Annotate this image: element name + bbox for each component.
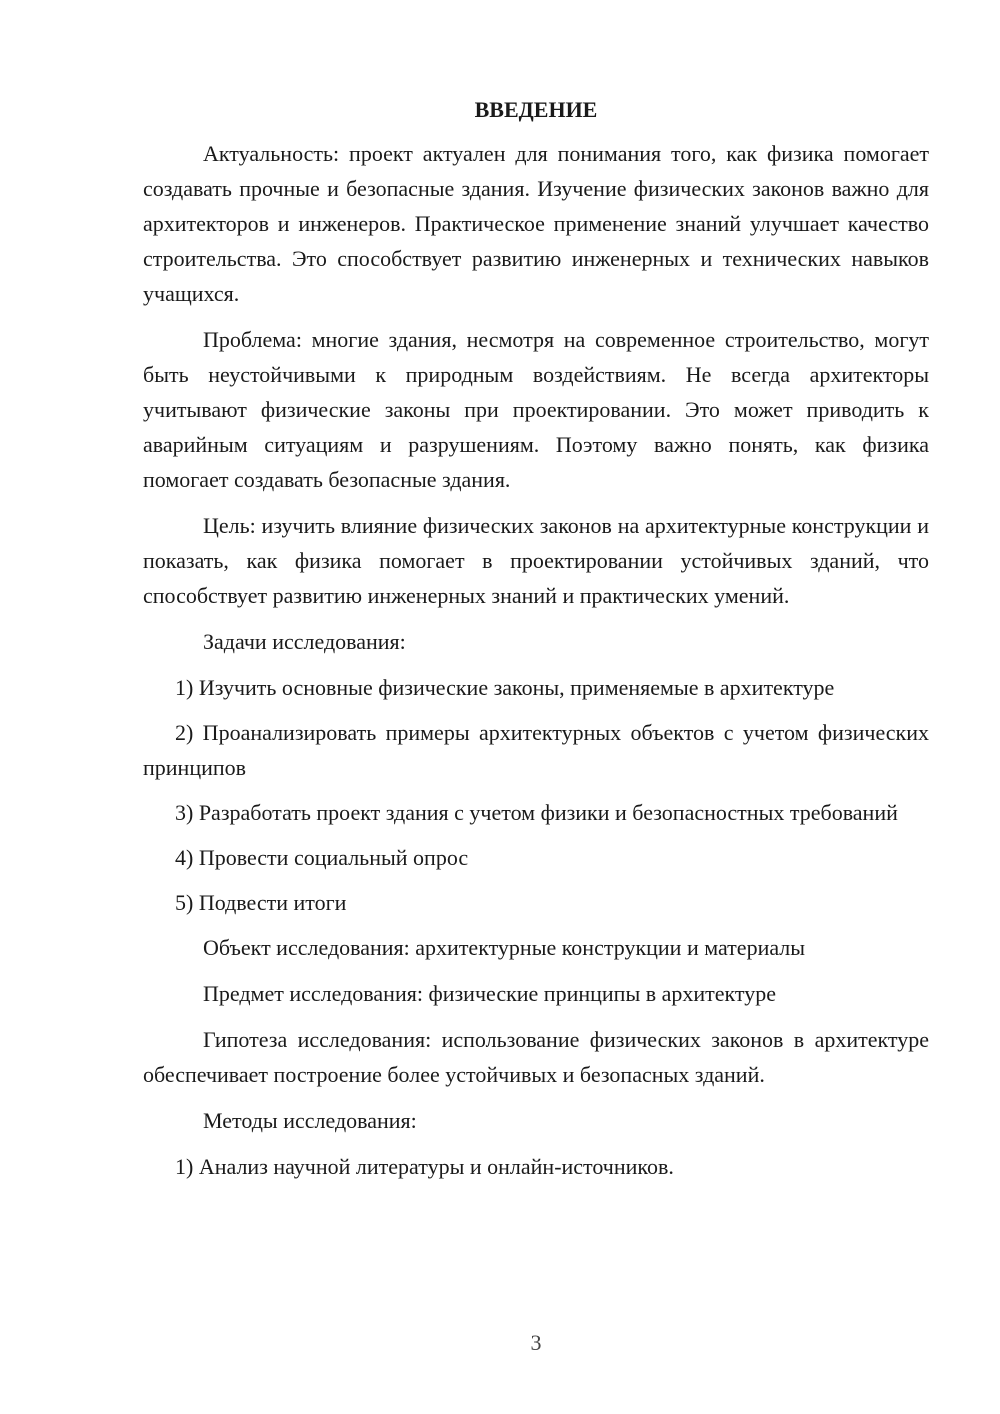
problem-paragraph: Проблема: многие здания, несмотря на современное строительство, могут быть неустойчивыми к природным воздействиям. Не всегда архитекторы учитывают физические законы при проектировании. Это может приводить к аварийным ситуациям и разрушениям. Поэтому важно понять, как физика помогает создавать безопасные здания. [143,327,929,492]
task-item-2: 2) Проанализировать примеры архитектурных объектов с учетом физических принципов [143,720,929,780]
task-item-1: 1) Изучить основные физические законы, применяемые в архитектуре [175,675,835,700]
method-item-1: 1) Анализ научной литературы и онлайн-источников. [175,1154,674,1179]
hypothesis-paragraph: Гипотеза исследования: использование физических законов в архитектуре обеспечивает построение более устойчивых и безопасных зданий. [143,1027,929,1087]
task-item-4: 4) Провести социальный опрос [175,845,469,870]
page-heading: ВВЕДЕНИЕ [474,97,598,122]
task-item-3: 3) Разработать проект здания с учетом физики и безопасностных требований [175,800,898,825]
task-item-5: 5) Подвести итоги [175,890,347,915]
methods-heading: Методы исследования: [203,1108,417,1133]
relevance-paragraph: Актуальность: проект актуален для понимания того, как физика помогает создавать прочные и безопасные здания. Изучение физических законов важно для архитекторов и инженеров. Практическое применение знаний улучшает качество строительства. Это способствует развитию инженерных и технических навыков учащихся. [143,141,929,306]
tasks-heading: Задачи исследования: [203,629,406,654]
research-object: Объект исследования: архитектурные конструкции и материалы [203,935,806,960]
document-page [143,92,929,1194]
page-number: 3 [530,1330,542,1355]
research-subject: Предмет исследования: физические принципы в архитектуре [203,981,777,1006]
goal-paragraph: Цель: изучить влияние физических законов на архитектурные конструкции и показать, как физика помогает в проектировании устойчивых зданий, что способствует развитию инженерных знаний и практических умений. [143,513,929,608]
